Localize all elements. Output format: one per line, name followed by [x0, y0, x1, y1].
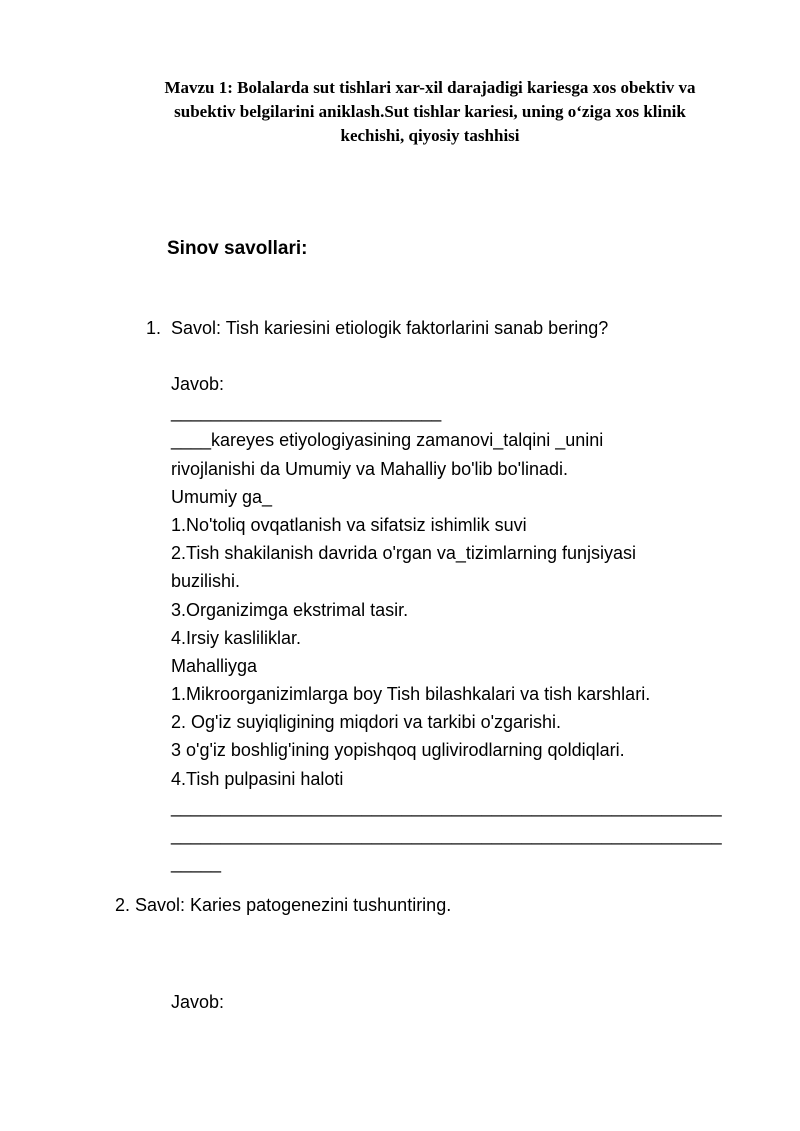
- answer-line: 3.Organizimga ekstrimal tasir.: [171, 599, 409, 620]
- answer-line: 3 o'g'iz boshlig'ining yopishqoq uglivirodlarning qoldiqlari.: [171, 740, 625, 761]
- answer-line: buzilishi.: [171, 571, 241, 592]
- section-heading: Sinov savollari:: [167, 238, 308, 259]
- title-line: kechishi, qiyosiy tashhisi: [340, 126, 520, 145]
- answer-line: _______________________________________________________: [171, 796, 722, 817]
- answer-line: 1.Mikroorganizimlarga boy Tish bilashkalari va tish karshlari.: [171, 684, 651, 705]
- answer-line: 4.Tish pulpasini haloti: [171, 768, 344, 789]
- answer-line: 2.Tish shakilanish davrida o'rgan va_tizimlarning funjsiyasi: [171, 543, 636, 564]
- question-1-answer: [171, 370, 751, 877]
- title-line: Mavzu 1: Bolalarda sut tishlari xar-xil darajadigi kariesga xos obektiv va: [164, 78, 696, 97]
- question-1-number: 1.: [146, 318, 162, 338]
- document-title: [120, 76, 740, 148]
- answer-line: ___________________________: [171, 402, 442, 423]
- answer-line: Javob:: [171, 374, 225, 394]
- question-1-text: Savol: Tish kariesini etiologik faktorlarini sanab bering?: [171, 318, 609, 338]
- answer-line: _______________________________________________________: [171, 825, 722, 845]
- question-2-answer-label: Javob:: [171, 992, 225, 1012]
- answer-line: ____kareyes etiyologiyasining zamanovi_talqini _unini: [171, 430, 604, 451]
- answer-line: 1.No'toliq ovqatlanish va sifatsiz ishimlik suvi: [171, 514, 527, 535]
- answer-line: Mahalliyga: [171, 655, 258, 676]
- answer-line: Umumiy ga_: [171, 486, 273, 507]
- question-2-text: 2. Savol: Karies patogenezini tushuntiring.: [115, 895, 452, 915]
- answer-line: rivojlanishi da Umumiy va Mahalliy bo'lib bo'linadi.: [171, 458, 569, 479]
- answer-line: 4.Irsiy kasliliklar.: [171, 627, 302, 648]
- title-line: subektiv belgilarini aniklash.Sut tishlar kariesi, uning o‘ziga xos klinik: [174, 102, 686, 121]
- answer-line: 2. Og'iz suyiqligining miqdori va tarkibi o'zgarishi.: [171, 712, 562, 733]
- answer-line: _____: [171, 853, 222, 874]
